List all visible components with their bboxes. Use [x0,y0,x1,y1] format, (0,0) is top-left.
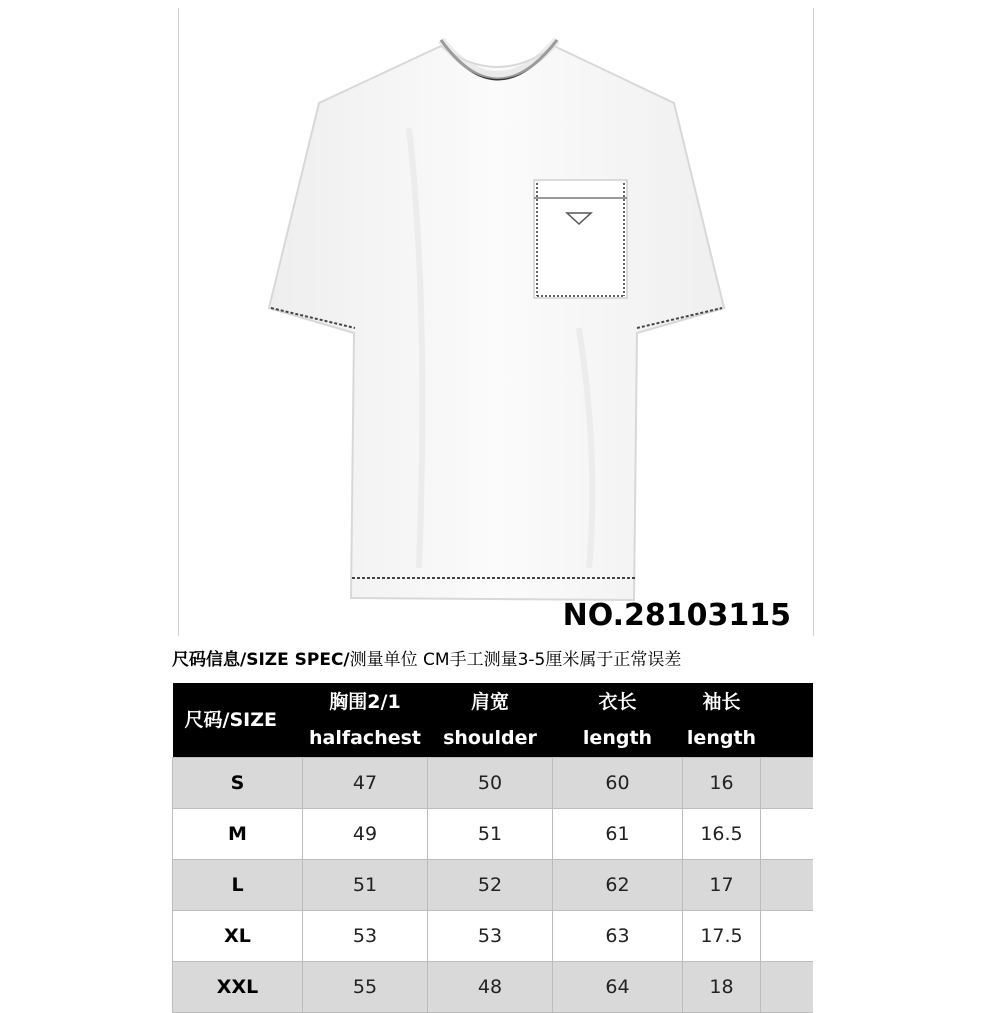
cell-length: 63 [553,911,683,962]
size-spec-title: 尺码信息/SIZE SPEC/ [172,650,350,670]
cell-shoulder: 50 [428,758,553,809]
table-row [173,860,813,911]
tshirt-illustration [179,8,813,636]
cell-chest: 53 [303,911,428,962]
cell-blank [761,962,813,1013]
size-spec-note: 测量单位 CM手工测量3-5厘米属于正常误差 [349,650,682,670]
cell-chest: 49 [303,809,428,860]
header-size: 尺码/SIZE [173,683,303,758]
cell-length: 61 [553,809,683,860]
product-number: NO.28103115 [562,598,791,633]
header-length: 衣长 length [553,683,683,758]
cell-chest: 47 [303,758,428,809]
cell-length: 64 [553,962,683,1013]
header-chest: 胸围2/1 halfachest [303,683,428,758]
cell-blank [761,758,813,809]
cell-size: XL [173,911,303,962]
cell-sleeve: 16 [683,758,761,809]
cell-size: XXL [173,962,303,1013]
cell-blank [761,860,813,911]
table-header-row [173,683,813,758]
cell-sleeve: 16.5 [683,809,761,860]
cell-sleeve: 17 [683,860,761,911]
product-photo [178,8,814,636]
cell-blank [761,809,813,860]
cell-shoulder: 51 [428,809,553,860]
table-row [173,758,813,809]
table-row [173,809,813,860]
cell-shoulder: 52 [428,860,553,911]
cell-length: 60 [553,758,683,809]
header-blank [761,683,813,758]
cell-size: M [173,809,303,860]
cell-blank [761,911,813,962]
cell-sleeve: 18 [683,962,761,1013]
cell-size: S [173,758,303,809]
size-table [172,683,813,1013]
cell-size: L [173,860,303,911]
table-row [173,911,813,962]
table-row [173,962,813,1013]
cell-chest: 55 [303,962,428,1013]
header-shoulder: 肩宽 shoulder [428,683,553,758]
cell-shoulder: 48 [428,962,553,1013]
cell-chest: 51 [303,860,428,911]
cell-sleeve: 17.5 [683,911,761,962]
cell-length: 62 [553,860,683,911]
size-spec-line [172,645,812,670]
cell-shoulder: 53 [428,911,553,962]
header-sleeve: 袖长 length [683,683,761,758]
